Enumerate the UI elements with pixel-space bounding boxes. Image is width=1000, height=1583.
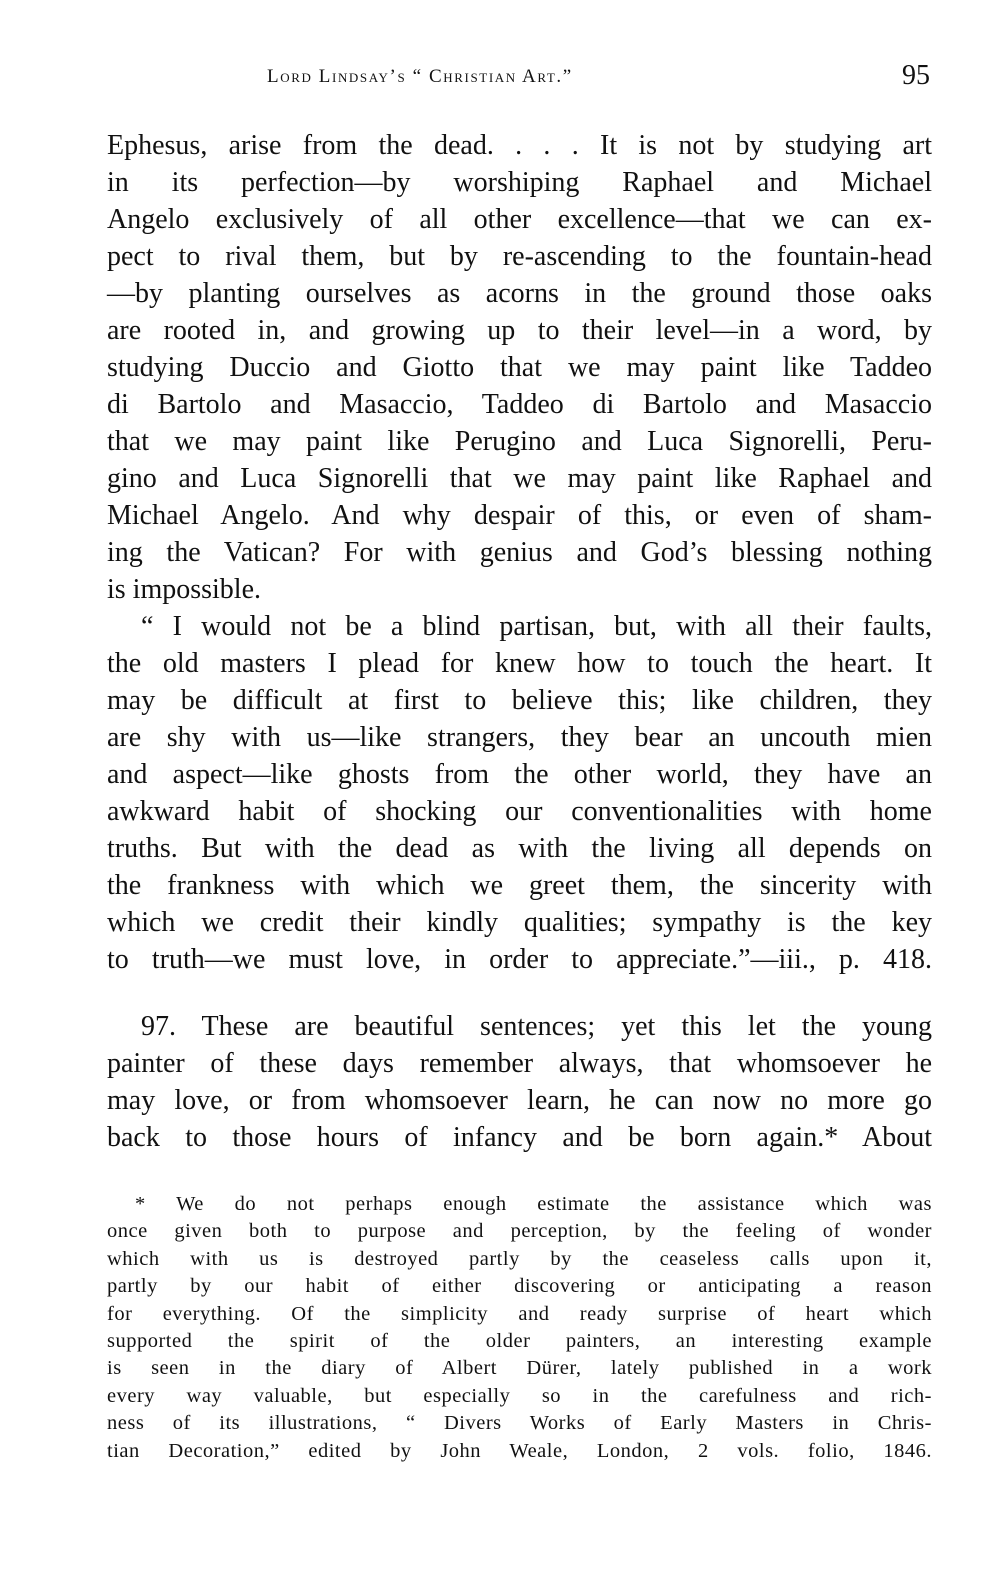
footnote-line: is seen in the diary of Albert Dürer, lately published in a work [107,1357,932,1380]
text-line: in its perfection—by worshiping Raphael and Michael [107,167,932,198]
text-line: to truth—we must love, in order to appreciate.”—iii., p. 418. [107,944,932,975]
page-number: 95 [902,60,930,91]
footnote-line: * We do not perhaps enough estimate the assistance which was [135,1193,932,1215]
footnote-line: once given both to purpose and perception, by the feeling of wonder [107,1220,932,1243]
text-line: ing the Vatican? For with genius and God’s blessing nothing [107,537,932,568]
text-line: 97. These are beautiful sentences; yet this let the young [141,1011,932,1042]
text-line: may love, or from whomsoever learn, he can now no more go [107,1085,932,1116]
text-line: awkward habit of shocking our conventionalities with home [107,796,932,827]
text-line: the old masters I plead for knew how to touch the heart. It [107,648,932,679]
footnote [107,1191,932,1465]
text-line: which we credit their kindly qualities; sympathy is the key [107,907,932,938]
text-line: back to those hours of infancy and be born again.* About [107,1122,932,1153]
section-97-paragraph [107,1008,932,1156]
text-line: painter of these days remember always, that whomsoever he [107,1048,932,1079]
footnote-line: for everything. Of the simplicity and ready surprise of heart which [107,1302,932,1325]
text-line: gino and Luca Signorelli that we may paint like Raphael and [107,463,932,494]
text-line: that we may paint like Perugino and Luca Signorelli, Peru- [107,426,932,457]
footnote-line: partly by our habit of either discovering or anticipating a reason [107,1275,932,1298]
text-line: and aspect—like ghosts from the other world, they have an [107,759,932,790]
body-text [107,127,932,1156]
text-line: are shy with us—like strangers, they bear an uncouth mien [107,722,932,753]
text-line: truths. But with the dead as with the living all depends on [107,833,932,864]
paragraph-gap [107,978,932,1008]
footnote-line: ness of its illustrations, “ Divers Works of Early Masters in Chris- [107,1412,932,1435]
footnote-line: supported the spirit of the older painters, an interesting example [107,1329,932,1352]
text-line: are rooted in, and growing up to their level—in a word, by [107,315,932,346]
footnote-line: which with us is destroyed partly by the ceaseless calls upon it, [107,1247,932,1270]
second-quote-paragraph [107,608,932,978]
footnote-line: every way valuable, but especially so in the carefulness and rich- [107,1384,932,1407]
text-line: Michael Angelo. And why despair of this, or even of sham- [107,500,932,531]
text-line: Ephesus, arise from the dead. . . . It is not by studying art [107,130,932,161]
running-title: Lord Lindsay’s “ Christian Art.” [267,66,573,87]
text-line: may be difficult at first to believe this; like children, they [107,685,932,716]
text-line: is impossible. [107,574,262,605]
text-line: Angelo exclusively of all other excellence—that we can ex- [107,204,932,235]
text-line: pect to rival them, but by re-ascending to the fountain-head [107,241,932,272]
text-line: di Bartolo and Masaccio, Taddeo di Bartolo and Masaccio [107,389,932,420]
text-line: studying Duccio and Giotto that we may paint like Taddeo [107,352,932,383]
running-head [107,60,932,100]
quote-paragraph [107,127,932,608]
text-line: —by planting ourselves as acorns in the ground those oaks [107,278,932,309]
text-line: “ I would not be a blind partisan, but, with all their faults, [141,611,932,642]
footnote-line: tian Decoration,” edited by John Weale, London, 2 vols. folio, 1846. [107,1439,932,1462]
text-line: the frankness with which we greet them, the sincerity with [107,870,932,901]
